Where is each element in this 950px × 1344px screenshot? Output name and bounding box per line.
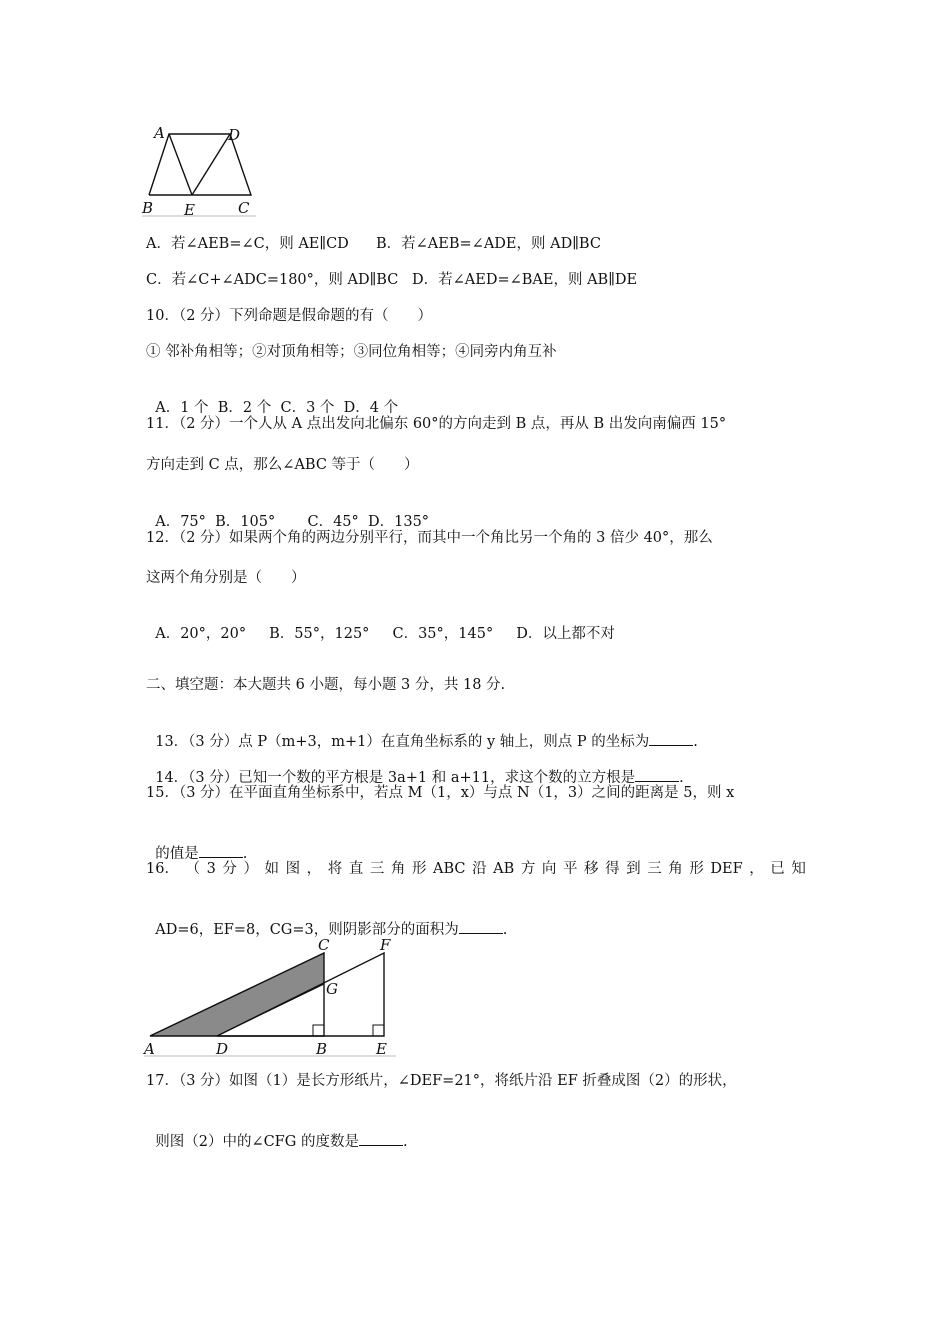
q12-option-c: C．35°，145° <box>392 626 494 642</box>
label-c: C <box>238 199 250 217</box>
q12-option-b: B．55°，125° <box>269 626 370 642</box>
q12-option-a: A．20°，20° <box>155 626 247 642</box>
q16-token: ， <box>306 861 322 877</box>
q11-option-a: A．75° <box>155 514 206 530</box>
q16-token: 形 <box>411 861 427 877</box>
q16-token: 角 <box>390 861 406 877</box>
label-a: A <box>144 1040 155 1058</box>
q11-option-b: B．105° <box>215 514 276 530</box>
q16-token: AB <box>493 861 515 877</box>
section2-heading: 二、填空题：本大题共 6 小题，每小题 3 分，共 18 分. <box>146 677 506 693</box>
q11-options <box>146 492 429 532</box>
q16-line1 <box>146 859 806 879</box>
label-b: B <box>316 1040 328 1058</box>
q16-token: 三 <box>369 861 385 877</box>
q16-token: 移 <box>584 861 599 877</box>
q16-token: （ <box>185 861 201 877</box>
q16-token: 沿 <box>472 861 487 877</box>
q10-option-a: A．1 个 <box>155 400 209 416</box>
q9-option-c: C．若∠C+∠ADC=180°，则 AD∥BC <box>146 272 399 288</box>
q16-token: 得 <box>605 861 620 877</box>
q16-token: 已 <box>770 861 785 877</box>
label-a: A <box>154 124 165 142</box>
answer-blank <box>459 919 503 934</box>
answer-blank <box>649 731 693 746</box>
label-d: D <box>228 126 241 144</box>
figure-trapezoid <box>140 120 260 220</box>
q15-line1: 15．（3 分）在平面直角坐标系中，若点 M（1，x）与点 N（1，3）之间的距离是 5，则 x <box>146 785 735 801</box>
answer-blank <box>635 767 679 782</box>
q16-token: ） <box>243 861 258 877</box>
q16-token: 向 <box>541 861 557 877</box>
q14 <box>146 747 684 788</box>
q13-text: 13．（3 分）点 P（m+3，m+1）在直角坐标系的 y 轴上，则点 P 的坐标为 <box>155 734 650 750</box>
right-angle-b <box>313 1025 324 1036</box>
q16-token: 到 <box>626 861 641 877</box>
q17-line1: 17．（3 分）如图（1）是长方形纸片，∠DEF=21°，将纸片沿 EF 折叠成图（2）的形状， <box>146 1073 737 1089</box>
q13 <box>146 711 698 752</box>
q16-token: 三 <box>647 861 662 877</box>
q10-option-c: C．3 个 <box>280 400 335 416</box>
q10-option-b: B．2 个 <box>217 400 272 416</box>
q9-option-b: B．若∠AEB=∠ADE，则 AD∥BC <box>376 236 601 252</box>
q15-line2-text: 的值是 <box>155 846 199 862</box>
q15-end: . <box>242 846 248 862</box>
q16-token: 知 <box>791 861 806 877</box>
segment-ae <box>169 134 192 195</box>
q16-token: 角 <box>668 861 683 877</box>
q9-option-a: A．若∠AEB=∠C，则 AE∥CD <box>146 236 349 252</box>
q11-stem-line2: 方向走到 C 点，那么∠ABC 等于（ ） <box>146 457 419 473</box>
q10-options <box>146 378 398 418</box>
q16-token: 将 <box>327 861 343 877</box>
label-f: F <box>380 936 391 954</box>
q16-token: 直 <box>348 861 364 877</box>
q14-end: . <box>679 770 684 786</box>
q16-line2-text: AD=6，EF=8，CG=3，则阴影部分的面积为 <box>155 922 459 938</box>
q12-options <box>146 604 615 644</box>
q16-token: 形 <box>689 861 704 877</box>
q10-option-d: D．4 个 <box>343 400 399 416</box>
q16-token: 3 <box>206 861 216 877</box>
figure-triangles <box>140 930 400 1060</box>
q16-token: 方 <box>520 861 536 877</box>
q10-statements: ① 邻补角相等；②对顶角相等；③同位角相等；④同旁内角互补 <box>146 344 557 360</box>
q12-stem-line2: 这两个角分别是（ ） <box>146 570 306 586</box>
label-g: G <box>326 980 338 998</box>
q17-line2 <box>146 1111 408 1152</box>
q14-text: 14．（3 分）已知一个数的平方根是 3a+1 和 a+11，求这个数的立方根是 <box>155 770 636 786</box>
segment-de <box>192 134 230 195</box>
label-c: C <box>318 936 330 954</box>
q11-option-c: C．45° <box>307 514 359 530</box>
label-e: E <box>376 1040 387 1058</box>
right-angle-e <box>373 1025 384 1036</box>
q16-token: DEF <box>710 861 743 877</box>
q13-end: . <box>693 734 698 750</box>
q15-line2 <box>146 823 247 864</box>
label-b: B <box>142 199 154 217</box>
label-d: D <box>216 1040 229 1058</box>
q16-token: 平 <box>562 861 578 877</box>
q17-line2-text: 则图（2）中的∠CFG 的度数是 <box>155 1134 359 1150</box>
q12-option-d: D．以上都不对 <box>516 626 615 642</box>
q16-token: ABC <box>433 861 466 877</box>
q11-option-d: D．135° <box>368 514 430 530</box>
q16-token: ， <box>749 861 764 877</box>
q16-token: 图 <box>285 861 301 877</box>
q16-end: . <box>502 922 508 938</box>
answer-blank <box>359 1131 403 1146</box>
answer-blank <box>199 843 243 858</box>
q12-stem-line1: 12．（2 分）如果两个角的两边分别平行，而其中一个角比另一个角的 3 倍少 40°，那么 <box>146 530 713 546</box>
q17-end: . <box>402 1134 408 1150</box>
q16-token: 如 <box>264 861 279 877</box>
q9-option-d: D．若∠AED=∠BAE，则 AB∥DE <box>412 272 638 288</box>
q16-token: 16． <box>146 861 179 877</box>
q10-stem: 10．（2 分）下列命题是假命题的有（ ） <box>146 308 433 324</box>
label-e: E <box>184 201 195 219</box>
q16-token: 分 <box>222 861 237 877</box>
q11-stem-line1: 11．（2 分）一个人从 A 点出发向北偏东 60°的方向走到 B 点，再从 B 出发向南偏西 15° <box>146 416 727 432</box>
